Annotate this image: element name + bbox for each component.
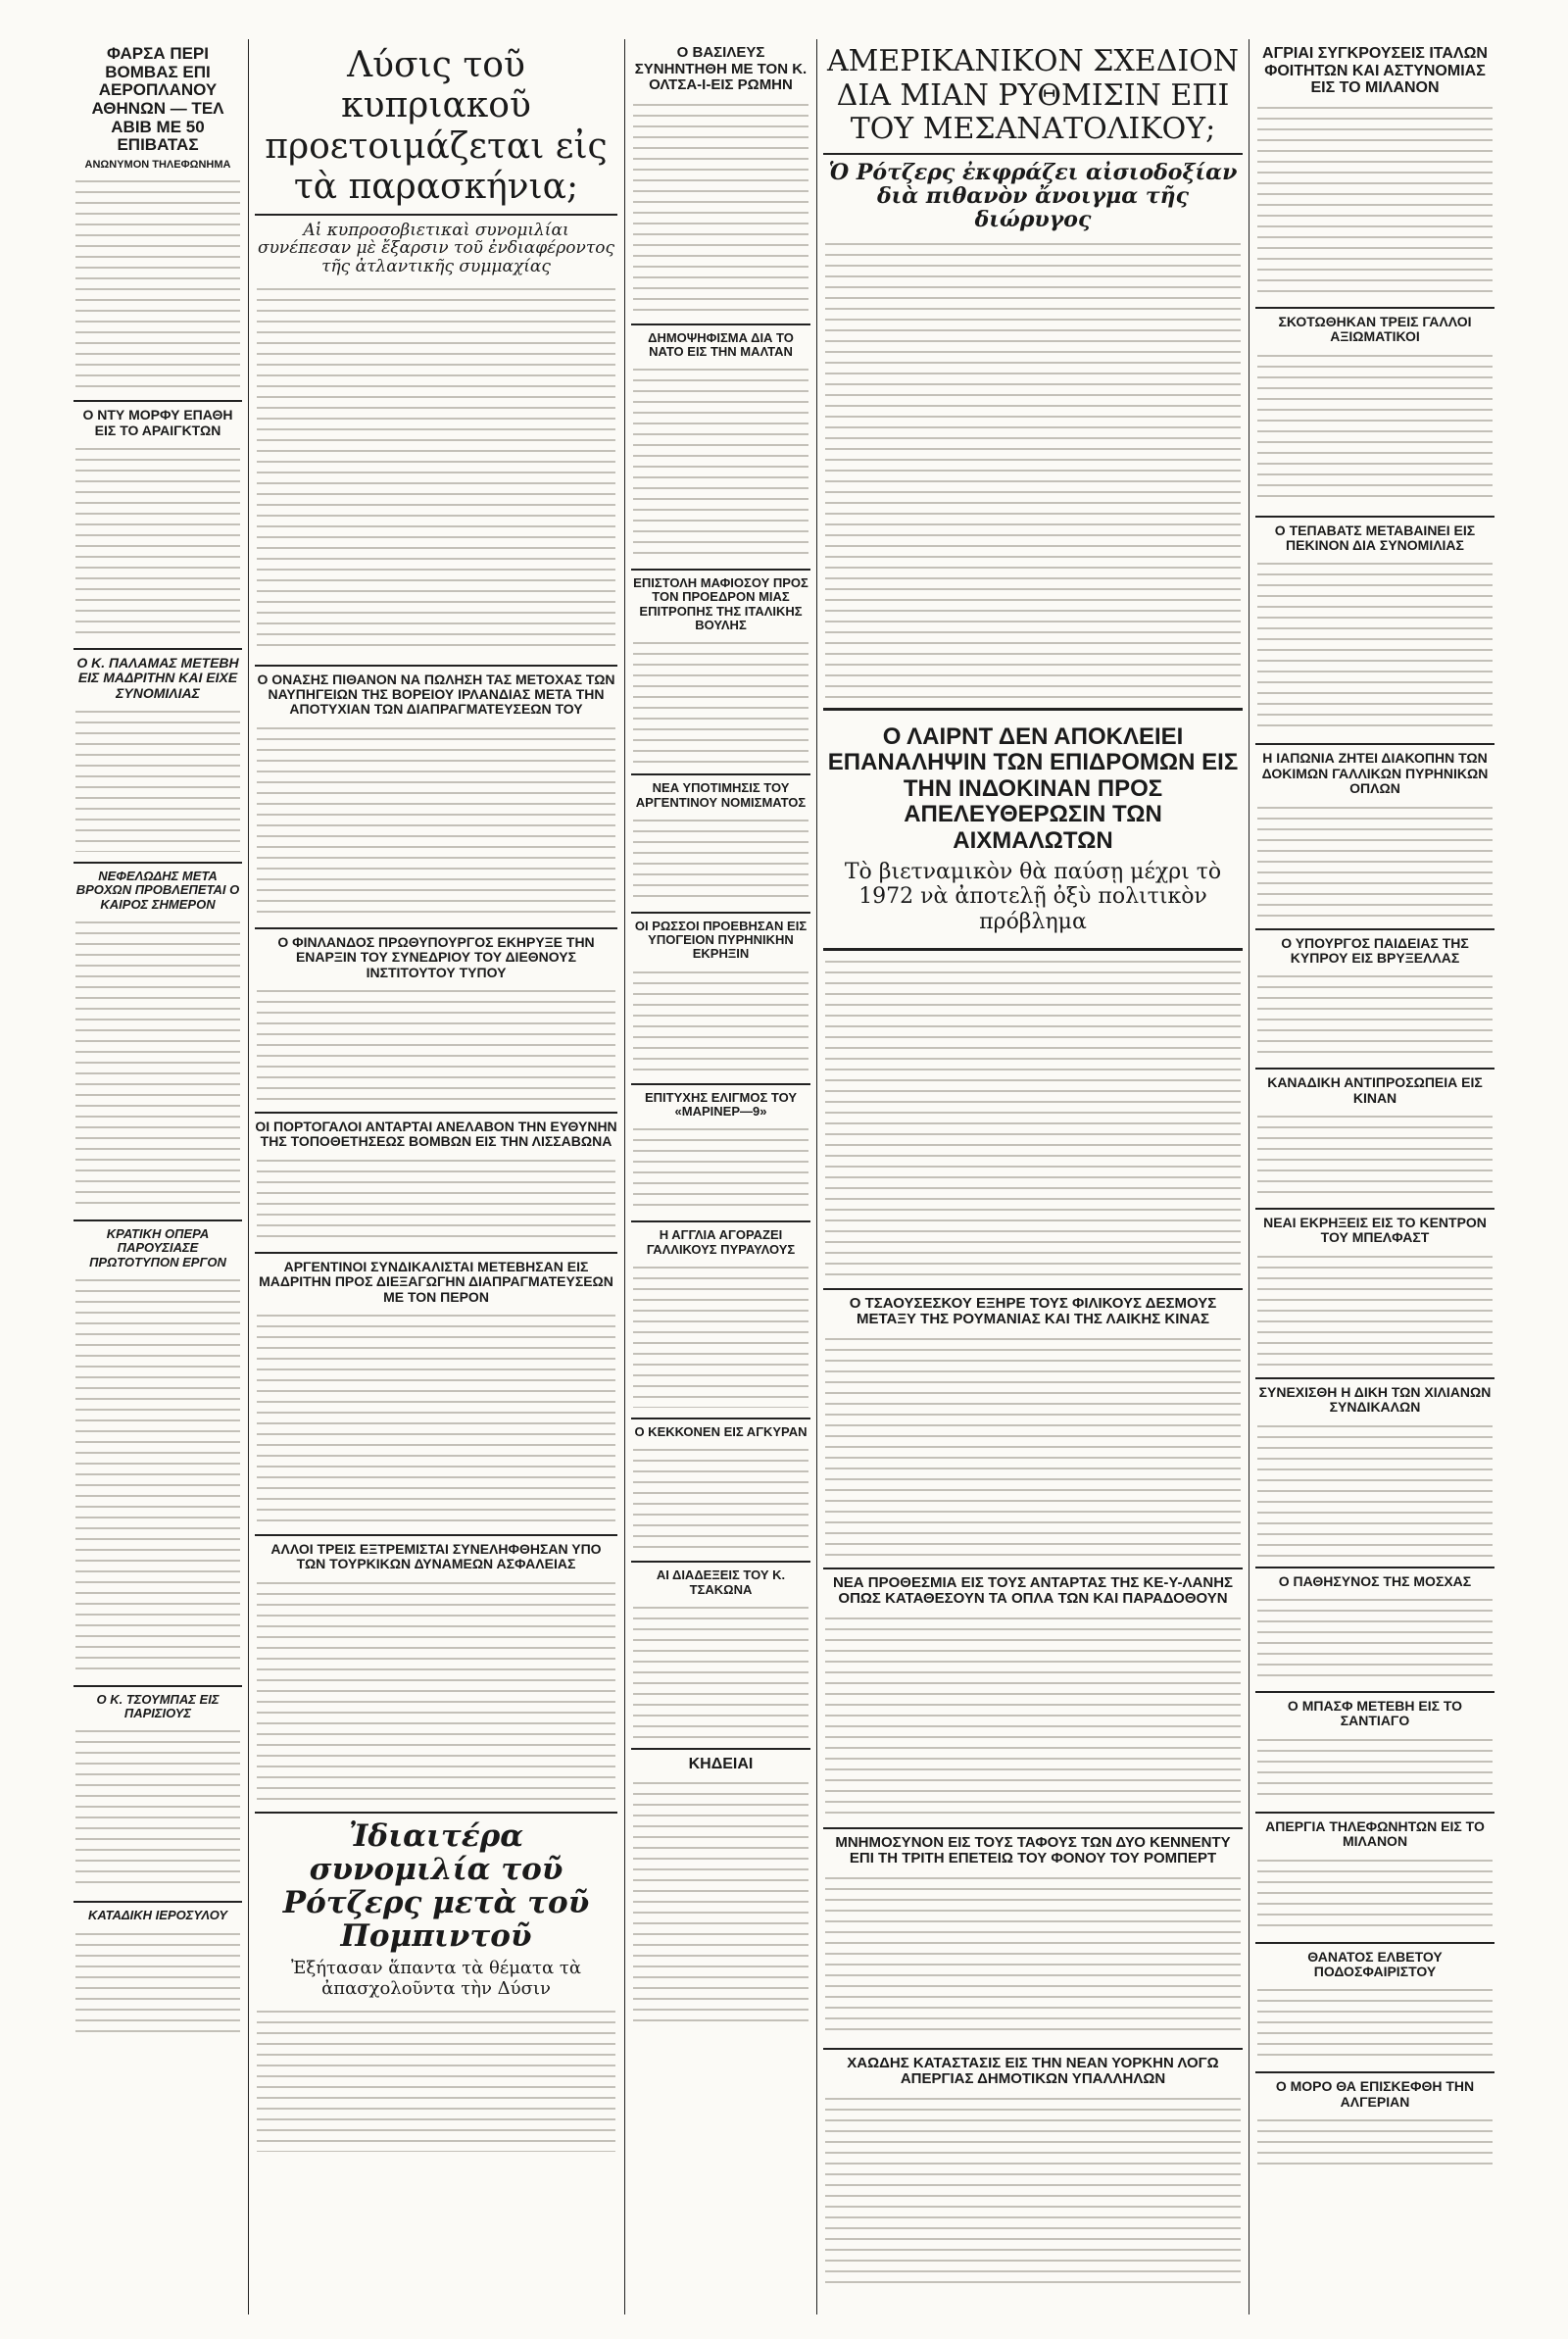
column-rule (248, 39, 249, 2314)
article-text (1257, 1419, 1493, 1557)
article-text (257, 2005, 615, 2152)
article-text (633, 1122, 808, 1211)
divider (74, 648, 242, 650)
divider (255, 214, 617, 216)
divider (823, 1827, 1243, 1829)
divider (74, 1901, 242, 1903)
article-text (1257, 2114, 1493, 2172)
article-text (825, 2092, 1241, 2288)
article-text (633, 966, 808, 1073)
article-text (633, 98, 808, 314)
headline-tsakonas: ΑΙ ΔΙΑΔΕΞΕΙΣ ΤΟΥ Κ. ΤΣΑΚΩΝΑ (656, 1568, 786, 1597)
headline-argentine-unionists: ΑΡΓΕΝΤΙΝΟΙ ΣΥΝΔΙΚΑΛΙΣΤΑΙ ΜΕΤΕΒΗΣΑΝ ΕΙΣ ΜΑΔΡΙΤΗΝ ΠΡΟΣ ΔΙΕΞΑΓΩΓΗΝ ΔΙΑΠΡΑΓΜΑΤΕΥΣΕΩΝ ΜΕ ΤΟΝ ΠΕΡΟΝ (259, 1258, 613, 1305)
article-text (257, 282, 615, 655)
divider (823, 153, 1243, 155)
divider (631, 1418, 810, 1419)
headline-tsoumpas: Ο Κ. ΤΣΟΥΜΠΑΣ ΕΙΣ ΠΑΡΙΣΙΟΥΣ (96, 1691, 220, 1721)
divider (631, 773, 810, 775)
divider (74, 1219, 242, 1221)
divider (631, 1083, 810, 1085)
article-text (75, 916, 240, 1210)
divider (1255, 1691, 1494, 1693)
column-5 (1255, 39, 1494, 2314)
lead-box-laird (823, 708, 1243, 951)
divider (631, 912, 810, 914)
divider (74, 1685, 242, 1687)
headline-cyprus-minister: Ο ΥΠΟΥΡΓΟΣ ΠΑΙΔΕΙΑΣ ΤΗΣ ΚΥΠΡΟΥ ΕΙΣ ΒΡΥΞΕΛΛΑΣ (1281, 934, 1469, 966)
headline-turkish-arrests: ΑΛΛΟΙ ΤΡΕΙΣ ΕΞΤΡΕΜΙΣΤΑΙ ΣΥΝΕΛΗΦΘΗΣΑΝ ΥΠΟ ΤΩΝ ΤΟΥΡΚΙΚΩΝ ΔΥΝΑΜΕΩΝ ΑΣΦΑΛΕΙΑΣ (270, 1540, 602, 1572)
article-text (825, 1612, 1241, 1817)
article-text (1257, 101, 1493, 297)
divider (631, 1561, 810, 1563)
headline-mariner: ΕΠΙΤΥΧΗΣ ΕΛΙΓΜΟΣ ΤΟΥ «ΜΑΡΙΝΕΡ—9» (644, 1089, 797, 1120)
article-text (1257, 1593, 1493, 1681)
subhead-vietnam: Τὸ βιετναμικὸν θὰ παύσῃ μέχρι τὸ 1972 νὰ ἀποτελῇ ὀξὺ πολιτικὸν πρόβλημα (844, 860, 1222, 934)
article-text (1257, 801, 1493, 919)
headline-chile-trial: ΣΥΝΕΧΙΣΘΗ Η ΔΙΚΗ ΤΩΝ ΧΙΛΙΑΝΩΝ ΣΥΝΔΙΚΑΛΩΝ (1258, 1383, 1492, 1416)
headline-laird: Ο ΛΑΙΡΝΤ ΔΕΝ ΑΠΟΚΛΕΙΕΙ ΕΠΑΝΑΛΗΨΙΝ ΤΩΝ ΕΠΙΔΡΟΜΩΝ ΕΙΣ ΤΗΝ ΙΝΔΟΚΙΝΑΝ ΠΡΟΣ ΑΠΕΛΕΥΘΕΡΩΣΙΝ ΤΩΝ ΑΙΧΜΑΛΩΤΩΝ (827, 723, 1239, 854)
article-text (633, 1443, 808, 1551)
headline-kennedy-memorial: ΜΝΗΜΟΣΥΝΟΝ ΕΙΣ ΤΟΥΣ ΤΑΦΟΥΣ ΤΩΝ ΔΥΟ ΚΕΝΝΕΝΤΥ ΕΠΙ ΤΗ ΤΡΙΤΗ ΕΠΕΤΕΙΩ ΤΟΥ ΦΟΝΟΥ ΤΟΥ ΡΟΜΠΕΡΤ (835, 1833, 1231, 1867)
headline-mafioso-letter: ΕΠΙΣΤΟΛΗ ΜΑΦΙΟΣΟΥ ΠΡΟΣ ΤΟΝ ΠΡΟΕΔΡΟΝ ΜΙΑΣ ΕΠΙΤΡΟΠΗΣ ΤΗΣ ΙΤΑΛΙΚΗΣ ΒΟΥΛΗΣ (633, 575, 808, 632)
article-text (75, 174, 240, 390)
divider (255, 1252, 617, 1254)
article-text (1257, 557, 1493, 733)
article-text (633, 1261, 808, 1408)
article-text (257, 1154, 615, 1242)
headline-french-officers: ΣΚΟΤΩΘΗΚΑΝ ΤΡΕΙΣ ΓΑΛΛΟΙ ΑΞΙΩΜΑΤΙΚΟΙ (1278, 313, 1472, 345)
article-text (633, 1776, 808, 2021)
divider (823, 2048, 1243, 2050)
headline-new-york-strike: ΧΑΩΔΗΣ ΚΑΤΑΣΤΑΣΙΣ ΕΙΣ ΤΗΝ ΝΕΑΝ ΥΟΡΚΗΝ ΛΟΓΩ ΑΠΕΡΓΙΑΣ ΔΗΜΟΤΙΚΩΝ ΥΠΑΛΛΗΛΩΝ (847, 2054, 1219, 2088)
article-text (75, 705, 240, 852)
headline-ceylon-rebels: ΝΕΑ ΠΡΟΘΕΣΜΙΑ ΕΙΣ ΤΟΥΣ ΑΝΤΑΡΤΑΣ ΤΗΣ ΚΕ-Υ-ΛΑΝΗΣ ΟΠΩΣ ΚΑΤΑΘΕΣΟΥΝ ΤΑ ΟΠΛΑ ΤΩΝ ΚΑΙ ΠΑΡΑΔΟΘΟΥΝ (832, 1573, 1234, 1608)
article-text (633, 636, 808, 764)
headline-santiago: Ο ΜΠΑΣΦ ΜΕΤΕΒΗ ΕΙΣ ΤΟ ΣΑΝΤΙΑΓΟ (1287, 1698, 1463, 1729)
divider (631, 323, 810, 325)
headline-canada-china: ΚΑΝΑΔΙΚΗ ΑΝΤΙΠΡΟΣΩΠΕΙΑ ΕΙΣ ΚΙΝΑΝ (1267, 1074, 1483, 1106)
divider (1255, 1567, 1494, 1568)
divider (255, 1534, 617, 1536)
column-rule (1249, 39, 1250, 2314)
headline-bomb-hoax: ΦΑΡΣΑ ΠΕΡΙ ΒΟΜΒΑΣ ΕΠΙ ΑΕΡΟΠΛΑΝΟΥ ΑΘΗΝΩΝ — ΤΕΛ ΑΒΙΒ ΜΕ 50 ΕΠΙΒΑΤΑΣ (91, 44, 224, 155)
column-3 (631, 39, 810, 2314)
headline-palamas-madrid: Ο Κ. ΠΑΛΑΜΑΣ ΜΕΤΕΒΗ ΕΙΣ ΜΑΔΡΙΤΗΝ ΚΑΙ ΕΙΧΕ ΣΥΝΟΜΙΛΙΑΣ (76, 654, 239, 701)
article-text (1257, 1733, 1493, 1802)
divider (823, 1568, 1243, 1569)
headline-portuguese-rebels: ΟΙ ΠΟΡΤΟΓΑΛΟΙ ΑΝΤΑΡΤΑΙ ΑΝΕΛΑΒΟΝ ΤΗΝ ΕΥΘΥΝΗΝ ΤΗΣ ΤΟΠΟΘΕΤΗΣΕΩΣ ΒΟΜΒΩΝ ΕΙΣ ΤΗΝ ΛΙΣΣΑΒΩΝΑ (255, 1118, 617, 1150)
article-text (75, 1724, 240, 1891)
headline-cyprus: Λύσις τοῦ κυπριακοῦ προετοιμάζεται εἰς τὰ παρασκήνια; (265, 45, 608, 208)
divider (1255, 1208, 1494, 1210)
headline-milan-clashes: ΑΓΡΙΑΙ ΣΥΓΚΡΟΥΣΕΙΣ ΙΤΑΛΩΝ ΦΟΙΤΗΤΩΝ ΚΑΙ ΑΣΤΥΝΟΜΙΑΣ ΕΙΣ ΤΟ ΜΙΛΑΝΟΝ (1262, 45, 1488, 97)
headline-japan-tests: Η ΙΑΠΩΝΙΑ ΖΗΤΕΙ ΔΙΑΚΟΠΗΝ ΤΩΝ ΔΟΚΙΜΩΝ ΓΑΛΛΙΚΩΝ ΠΥΡΗΝΙΚΩΝ ΟΠΛΩΝ (1261, 750, 1489, 797)
headline-belfast: ΝΕΑΙ ΕΚΡΗΞΕΙΣ ΕΙΣ ΤΟ ΚΕΝΤΡΟΝ ΤΟΥ ΜΠΕΛΦΑΣΤ (1263, 1215, 1487, 1246)
article-text (825, 237, 1241, 698)
divider (1255, 928, 1494, 930)
subhead-rogers-optimism: Ὁ Ρότζερς ἐκφράζει αἰσιοδοξίαν διὰ πιθανὸν ἄνοιγμα τῆς διώρυγος (828, 159, 1238, 232)
column-rule (816, 39, 817, 2314)
headline-moro-algeria: Ο ΜΟΡΟ ΘΑ ΕΠΙΣΚΕΦΘΗ ΤΗΝ ΑΛΓΕΡΙΑΝ (1275, 2078, 1475, 2110)
divider (255, 1112, 617, 1114)
column-4 (823, 39, 1243, 2314)
divider (1255, 516, 1494, 518)
headline-argentine-currency: ΝΕΑ ΥΠΟΤΙΜΗΣΙΣ ΤΟΥ ΑΡΓΕΝΤΙΝΟΥ ΝΟΜΙΣΜΑΤΟΣ (635, 780, 807, 810)
headline-king: Ο ΒΑΣΙΛΕΥΣ ΣΥΝΗΝΤΗΘΗ ΜΕ ΤΟΝ Κ. ΟΛΤΣΑ-Ι-ΕΙΣ ΡΩΜΗΝ (634, 44, 808, 93)
headline-swiss-footballer: ΘΑΝΑΤΟΣ ΕΛΒΕΤΟΥ ΠΟΔΟΣΦΑΙΡΙΣΤΟΥ (1307, 1948, 1443, 1979)
headline-malta-referendum: ΔΗΜΟΨΗΦΙΣΜΑ ΔΙΑ ΤΟ ΝΑΤΟ ΕΙΣ ΤΗΝ ΜΑΛΤΑΝ (648, 329, 794, 359)
article-text (257, 984, 615, 1102)
divider (1255, 307, 1494, 309)
subhead-anonymous-call: ΑΝΩΝΥΜΟΝ ΤΗΛΕΦΩΝΗΜΑ (84, 159, 231, 172)
divider (255, 927, 617, 929)
headline-tepavac: Ο ΤΕΠΑΒΑΤΣ ΜΕΤΑΒΑΙΝΕΙ ΕΙΣ ΠΕΚΙΝΟΝ ΔΙΑ ΣΥΝΟΜΙΛΙΑΣ (1274, 522, 1476, 553)
headline-moscow: Ο ΠΑΘΗΣΥΝΟΣ ΤΗΣ ΜΟΣΧΑΣ (1278, 1572, 1472, 1589)
article-text (1257, 1983, 1493, 2062)
divider (631, 1748, 810, 1750)
article-text (1257, 1110, 1493, 1198)
divider (1255, 1068, 1494, 1070)
headline-dty-morfy: Ο ΝΤΥ ΜΟΡΦΥ ΕΠΑΘΗ ΕΙΣ ΤΟ ΑΡΑΙΓΚΤΩΝ (82, 407, 233, 438)
article-text (633, 814, 808, 902)
article-text (633, 1601, 808, 1738)
article-text (1257, 1854, 1493, 1932)
divider (1255, 1377, 1494, 1379)
headline-finnish-pm: Ο ΦΙΝΛΑΝΔΟΣ ΠΡΩΘΥΠΟΥΡΓΟΣ ΕΚΗΡΥΞΕ ΤΗΝ ΕΝΑΡΞΙΝ ΤΟΥ ΣΥΝΕΔΡΙΟΥ ΤΟΥ ΔΙΕΘΝΟΥΣ ΙΝΣΤΙΤΟΥΤΟΥ ΤΥΠΟΥ (277, 933, 595, 980)
article-text (825, 1871, 1241, 2038)
divider (1255, 743, 1494, 745)
divider (823, 1288, 1243, 1290)
article-text (75, 442, 240, 638)
headline-british-missiles: Η ΑΓΓΛΙΑ ΑΓΟΡΑΖΕΙ ΓΑΛΛΙΚΟΥΣ ΠΥΡΑΥΛΟΥΣ (646, 1227, 796, 1257)
headline-rogers-pompidou: Ἰδιαιτέρα συνομιλία τοῦ Ρότζερς μετὰ τοῦ Πομπιντοῦ (282, 1817, 590, 1954)
headline-soviet-test: ΟΙ ΡΩΣΣΟΙ ΠΡΟΕΒΗΣΑΝ ΕΙΣ ΥΠΟΓΕΙΟΝ ΠΥΡΗΝΙΚΗΝ ΕΚΡΗΞΙΝ (634, 918, 808, 962)
headline-hierosylos: ΚΑΤΑΔΙΚΗ ΙΕΡΟΣΥΛΟΥ (87, 1908, 228, 1923)
article-text (633, 363, 808, 559)
headline-onassis: Ο ΟΝΑΣΗΣ ΠΙΘΑΝΟΝ ΝΑ ΠΩΛΗΣΗ ΤΑΣ ΜΕΤΟΧΑΣ ΤΩΝ ΝΑΥΠΗΓΕΙΩΝ ΤΗΣ ΒΟΡΕΙΟΥ ΙΡΛΑΝΔΙΑΣ ΜΕΤΑ ΤΗΝ ΑΠΟΤΥΧΙΑΝ ΤΩΝ ΔΙΑΠΡΑΓΜΑΤΕΥΣΕΩΝ ΤΟΥ (257, 671, 615, 718)
article-text (75, 1927, 240, 2035)
column-2 (255, 39, 617, 2314)
article-text (257, 1309, 615, 1524)
article-text (1257, 349, 1493, 506)
article-text (825, 1332, 1241, 1558)
subhead-cyprus: Αἱ κυπροσοβιετικαὶ συνομιλίαι συνέπεσαν μὲ ἔξαρσιν τοῦ ἐνδιαφέροντος τῆς ἀτλαντικῆς συμμαχίας (257, 220, 615, 276)
article-text (257, 722, 615, 918)
divider (1255, 1942, 1494, 1944)
divider (1255, 2071, 1494, 2073)
article-text (75, 1273, 240, 1675)
divider (255, 665, 617, 667)
headline-state-opera: ΚΡΑΤΙΚΗ ΟΠΕΡΑ ΠΑΡΟΥΣΙΑΣΕ ΠΡΩΤΟΤΥΠΟΝ ΕΡΓΟΝ (89, 1225, 226, 1269)
subhead-rogers-pompidou: Ἐξήτασαν ἅπαντα τὰ θέματα τὰ ἀπασχολοῦντα τὴν Δύσιν (291, 1958, 581, 1999)
divider (631, 1220, 810, 1222)
headline-milan-strike: ΑΠΕΡΓΙΑ ΤΗΛΕΦΩΝΗΤΩΝ ΕΙΣ ΤΟ ΜΙΛΑΝΟΝ (1265, 1817, 1485, 1850)
headline-kekkonen: Ο ΚΕΚΚΟΝΕΝ ΕΙΣ ΑΓΚΥΡΑΝ (634, 1423, 808, 1439)
headline-american-plan: ΑΜΕΡΙΚΑΝΙΚΟΝ ΣΧΕΔΙΟΝ ΔΙΑ ΜΙΑΝ ΡΥΘΜΙΣΙΝ ΕΠΙ ΤΟΥ ΜΕΣΑΝΑΤΟΛΙΚΟΥ; (826, 44, 1240, 146)
headline-ceausescu: Ο ΤΣΑΟΥΣΕΣΚΟΥ ΕΞΗΡΕ ΤΟΥΣ ΦΙΛΙΚΟΥΣ ΔΕΣΜΟΥΣ ΜΕΤΑΞΥ ΤΗΣ ΡΟΥΜΑΝΙΑΣ ΚΑΙ ΤΗΣ ΛΑΙΚΗΣ ΚΙΝΑΣ (849, 1294, 1217, 1328)
divider (1255, 1812, 1494, 1814)
divider (255, 1812, 617, 1814)
headline-weather: ΝΕΦΕΛΩΔΗΣ ΜΕΤΑ ΒΡΟΧΩΝ ΠΡΟΒΛΕΠΕΤΑΙ Ο ΚΑΙΡΟΣ ΣΗΜΕΡΟΝ (75, 869, 240, 912)
column-1 (74, 39, 242, 2314)
column-rule (624, 39, 625, 2314)
divider (631, 569, 810, 571)
article-text (257, 1576, 615, 1802)
divider (74, 862, 242, 864)
headline-funerals: ΚΗΔΕΙΑΙ (688, 1755, 754, 1772)
article-text (825, 955, 1241, 1278)
divider (74, 400, 242, 402)
article-text (1257, 970, 1493, 1058)
article-text (1257, 1250, 1493, 1368)
